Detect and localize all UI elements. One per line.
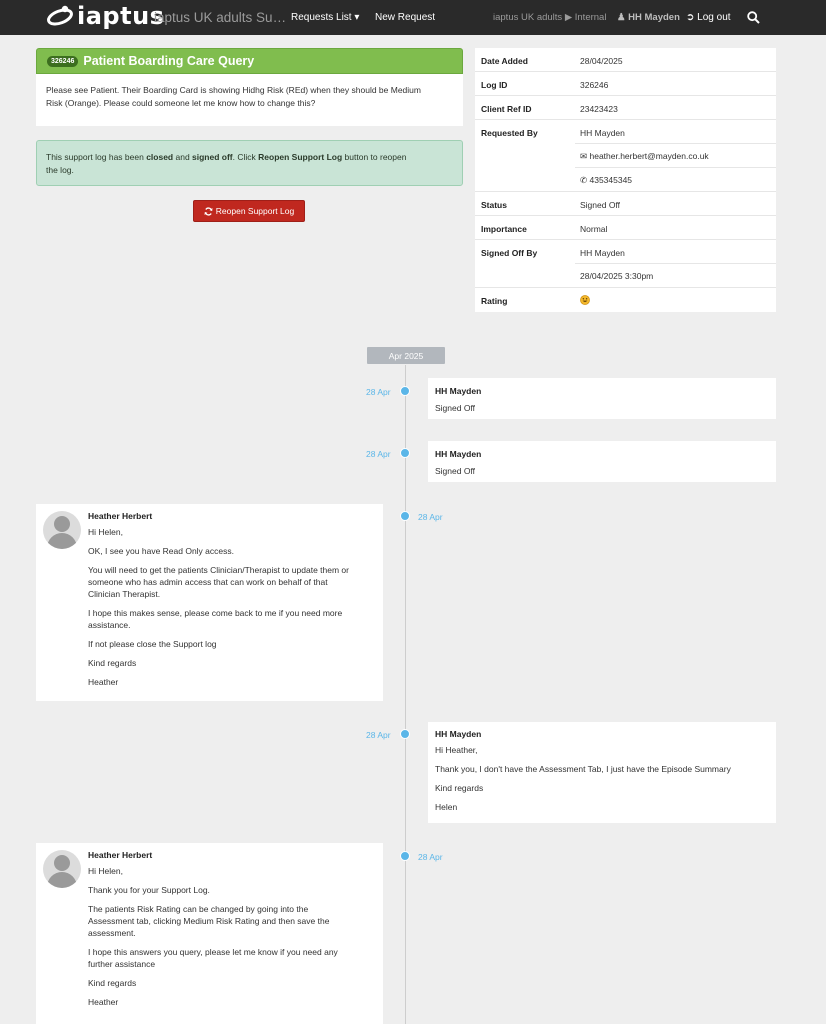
entry-text: Thank you, I don't have the Assessment Tab, I just have the Episode Summary: [435, 764, 731, 774]
timeline-dot: [400, 511, 410, 521]
logout-label: Log out: [697, 12, 731, 23]
entry-text: [88, 564, 375, 600]
timeline-date: 28 Apr: [366, 730, 391, 740]
alert-text: the log.: [46, 164, 74, 175]
smiley-rating-icon: [580, 295, 590, 305]
timeline-entry: [428, 378, 776, 419]
entry-author: HH Mayden: [435, 449, 482, 459]
timeline-date: 28 Apr: [366, 449, 391, 459]
detail-label: Status: [481, 200, 507, 210]
timeline-date: 28 Apr: [366, 387, 391, 397]
detail-row-client-ref: [475, 96, 776, 120]
avatar: [43, 850, 81, 888]
timeline-month-label: Apr 2025: [367, 347, 445, 364]
detail-row-rating: [475, 288, 776, 312]
entry-text: [88, 946, 375, 970]
entry-text: Hi Helen,: [88, 527, 123, 537]
entry-text-line: assistance.: [88, 620, 131, 630]
timeline-line: [405, 365, 406, 1024]
phone-icon: ✆: [580, 175, 590, 185]
alert-text: button to reopen: [342, 152, 407, 162]
detail-label: Signed Off By: [481, 248, 538, 258]
detail-value: 28/04/2025: [580, 56, 623, 66]
requester-phone: [580, 175, 632, 186]
entry-text-line: I hope this answers you query, please let me know if you need any: [88, 947, 338, 957]
entry-text: Kind regards: [88, 658, 137, 668]
entry-text-line: I hope this makes sense, please come back to me if you need more: [88, 608, 343, 618]
entry-text: Kind regards: [435, 783, 484, 793]
user-icon: ♟: [617, 12, 629, 23]
entry-text: Heather: [88, 677, 119, 687]
request-title: Patient Boarding Care Query: [83, 54, 255, 68]
envelope-icon: ✉: [580, 151, 590, 161]
entry-text: OK, I see you have Read Only access.: [88, 546, 234, 556]
alert-reopen-ref: Reopen Support Log: [258, 152, 343, 162]
reopen-support-log-button[interactable]: [193, 200, 305, 222]
detail-label: Date Added: [481, 56, 528, 66]
detail-label: Rating: [481, 296, 508, 306]
timeline-dot: [400, 851, 410, 861]
entry-text: Thank you for your Support Log.: [88, 885, 210, 895]
entry-author: HH Mayden: [435, 729, 482, 739]
signed-off-time: 28/04/2025 3:30pm: [580, 271, 654, 281]
entry-text: If not please close the Support log: [88, 639, 217, 649]
new-request-link[interactable]: New Request: [375, 12, 436, 23]
detail-row-signed-off-by: [475, 240, 776, 288]
entry-text: Heather: [88, 997, 119, 1007]
entry-text-line: Assessment tab, clicking Medium Risk Rating and then save the: [88, 916, 330, 926]
entry-text: [88, 903, 375, 939]
entry-text: Helen: [435, 802, 458, 812]
requester-email: heather.herbert@mayden.co.uk: [589, 151, 709, 161]
detail-row-log-id: [475, 72, 776, 96]
alert-text: . Click: [232, 152, 259, 162]
entry-author: Heather Herbert: [88, 511, 153, 521]
request-id-badge: 326246: [47, 56, 78, 67]
detail-value: 23423423: [580, 104, 618, 114]
detail-value: 326246: [580, 80, 609, 90]
detail-label: Importance: [481, 224, 527, 234]
logout-link[interactable]: [686, 12, 731, 24]
request-body-line: Risk (Orange). Please could someone let me know how to change this?: [46, 97, 316, 108]
avatar: [43, 511, 81, 549]
timeline-date: 28 Apr: [418, 512, 443, 522]
detail-label: Requested By: [481, 128, 538, 138]
logo-text: iaptus: [77, 2, 165, 30]
entry-author: HH Mayden: [435, 386, 482, 396]
refresh-icon: [204, 207, 213, 216]
requester-phone-number: 435345345: [589, 175, 633, 185]
detail-row-status: [475, 192, 776, 216]
detail-label: Client Ref ID: [481, 104, 532, 114]
closed-log-alert: [36, 140, 463, 186]
entry-text-line: further assistance: [88, 959, 156, 969]
entry-text: Hi Helen,: [88, 866, 123, 876]
timeline-entry: [428, 722, 776, 823]
logo-mark-icon: [46, 4, 74, 28]
detail-row-requested-by: [475, 120, 776, 192]
timeline-entry: [36, 843, 383, 1024]
timeline-dot: [400, 386, 410, 396]
alert-text: and: [173, 152, 193, 162]
search-icon[interactable]: [747, 11, 760, 24]
timeline-entry: [36, 504, 383, 701]
entry-text-line: The patients Risk Rating can be changed by going into the: [88, 904, 309, 914]
reopen-button-label: Reopen Support Log: [215, 206, 295, 216]
logout-icon: ➲: [686, 12, 698, 23]
detail-value: HH Mayden: [580, 248, 625, 258]
site-title[interactable]: iaptus UK adults Su…: [154, 10, 287, 25]
alert-text: This support log has been: [46, 152, 147, 162]
timeline-entry: [428, 441, 776, 482]
entry-text-line: Clinician Therapist.: [88, 589, 161, 599]
timeline-date: 28 Apr: [418, 852, 443, 862]
detail-row-importance: [475, 216, 776, 240]
detail-value: Normal: [580, 224, 608, 234]
request-panel-header: [36, 48, 463, 74]
detail-value: HH Mayden: [580, 128, 625, 138]
entry-text-line: You will need to get the patients Clinician/Therapist to update them or: [88, 565, 349, 575]
entry-text: Kind regards: [88, 978, 137, 988]
user-menu[interactable]: [617, 12, 680, 24]
request-body-line: Please see Patient. Their Boarding Card is showing Hidhg Risk (REd) when they should be Medium: [46, 85, 421, 95]
alert-closed: closed: [146, 152, 174, 162]
log-details-table: [475, 48, 776, 312]
entry-text: Signed Off: [435, 403, 476, 413]
entry-text: Signed Off: [435, 466, 476, 476]
entry-text-line: assessment.: [88, 928, 136, 938]
timeline-dot: [400, 729, 410, 739]
requests-list-menu[interactable]: Requests List ▾: [291, 12, 360, 23]
alert-signed-off: signed off: [192, 152, 233, 162]
timeline-dot: [400, 448, 410, 458]
detail-row-date-added: [475, 48, 776, 72]
detail-label: Log ID: [481, 80, 508, 90]
detail-value: Signed Off: [580, 200, 621, 210]
entry-text: Hi Heather,: [435, 745, 478, 755]
entry-text-line: someone who has admin access that can work on behalf of that: [88, 577, 328, 587]
breadcrumb[interactable]: iaptus UK adults ▶ Internal: [493, 12, 607, 23]
user-name: HH Mayden: [628, 12, 680, 23]
entry-text: [88, 607, 375, 631]
entry-author: Heather Herbert: [88, 850, 153, 860]
top-navbar: [0, 0, 826, 35]
requester-email-link[interactable]: [580, 151, 709, 162]
iaptus-logo[interactable]: [46, 4, 164, 28]
request-description: [36, 74, 463, 126]
